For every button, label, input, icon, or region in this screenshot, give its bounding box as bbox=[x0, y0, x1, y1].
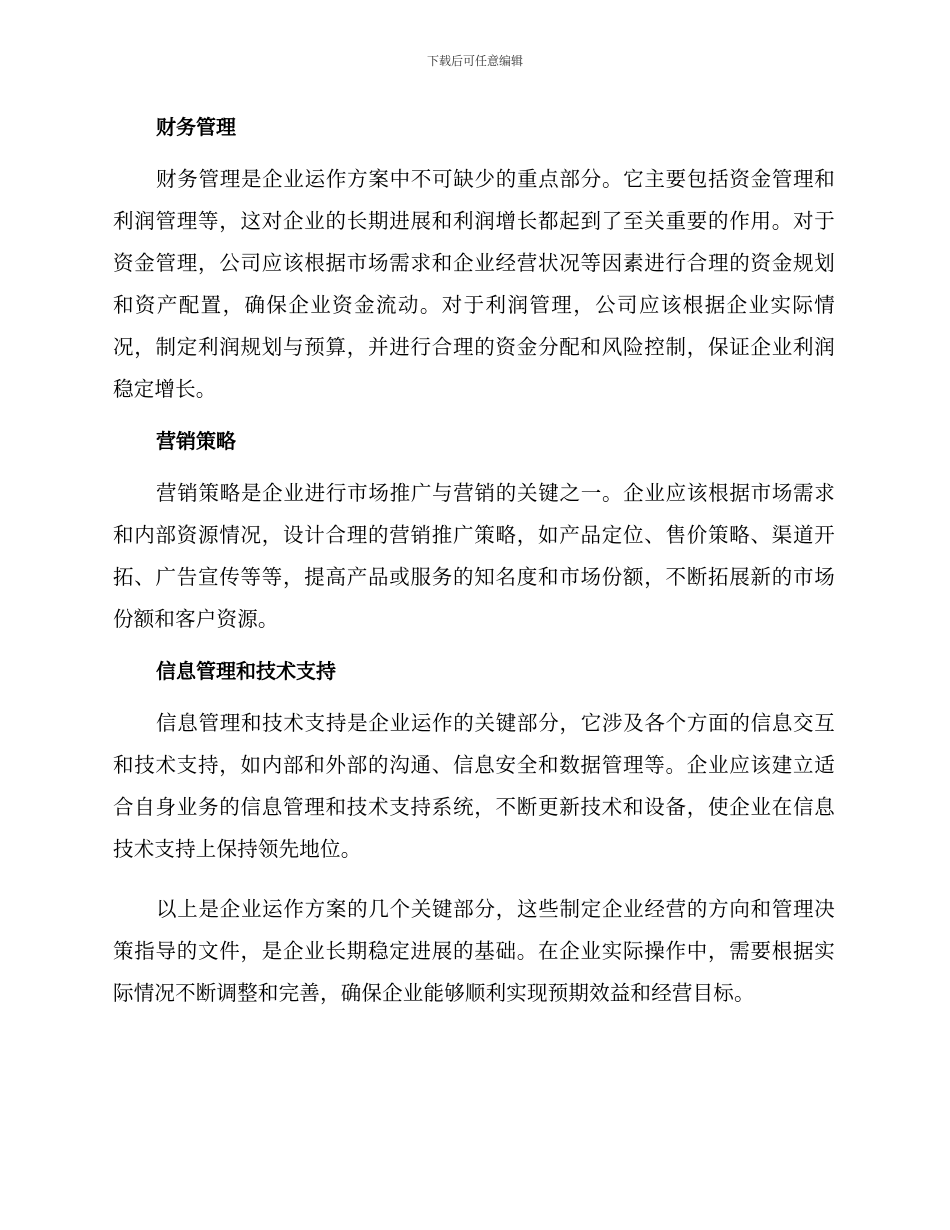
section-it-support bbox=[113, 650, 835, 870]
section-paragraph: 营销策略是企业进行市场推广与营销的关键之一。企业应该根据市场需求和内部资源情况，设计合理的营销推广策略，如产品定位、售价策略、渠道开拓、广告宣传等等，提高产品或服务的知名度和市场份额，不断拓展新的市场份额和客户资源。 bbox=[113, 481, 835, 631]
section-marketing bbox=[113, 420, 835, 640]
section-heading: 营销策略 bbox=[156, 429, 236, 453]
section-finance bbox=[113, 106, 835, 410]
section-paragraph: 财务管理是企业运作方案中不可缺少的重点部分。它主要包括资金管理和利润管理等，这对企业的长期进展和利润增长都起到了至关重要的作用。对于资金管理，公司应该根据市场需求和企业经营状况等因素进行合理的资金规划和资产配置，确保企业资金流动。对于利润管理，公司应该根据企业实际情况，制定利润规划与预算，并进行合理的资金分配和风险控制，保证企业利润稳定增长。 bbox=[113, 167, 835, 401]
closing-paragraph: 以上是企业运作方案的几个关键部分，这些制定企业经营的方向和管理决策指导的文件，是企业长期稳定进展的基础。在企业实际操作中，需要根据实际情况不断调整和完善，确保企业能够顺利实现预期效益和经营目标。 bbox=[113, 897, 835, 1005]
header-note: 下载后可任意编辑 bbox=[426, 54, 523, 68]
section-heading: 信息管理和技术支持 bbox=[156, 659, 336, 683]
section-heading: 财务管理 bbox=[156, 115, 236, 139]
section-paragraph: 信息管理和技术支持是企业运作的关键部分，它涉及各个方面的信息交互和技术支持，如内部和外部的沟通、信息安全和数据管理等。企业应该建立适合自身业务的信息管理和技术支持系统，不断更新技术和设备，使企业在信息技术支持上保持领先地位。 bbox=[113, 711, 835, 861]
document-body bbox=[113, 106, 835, 1014]
